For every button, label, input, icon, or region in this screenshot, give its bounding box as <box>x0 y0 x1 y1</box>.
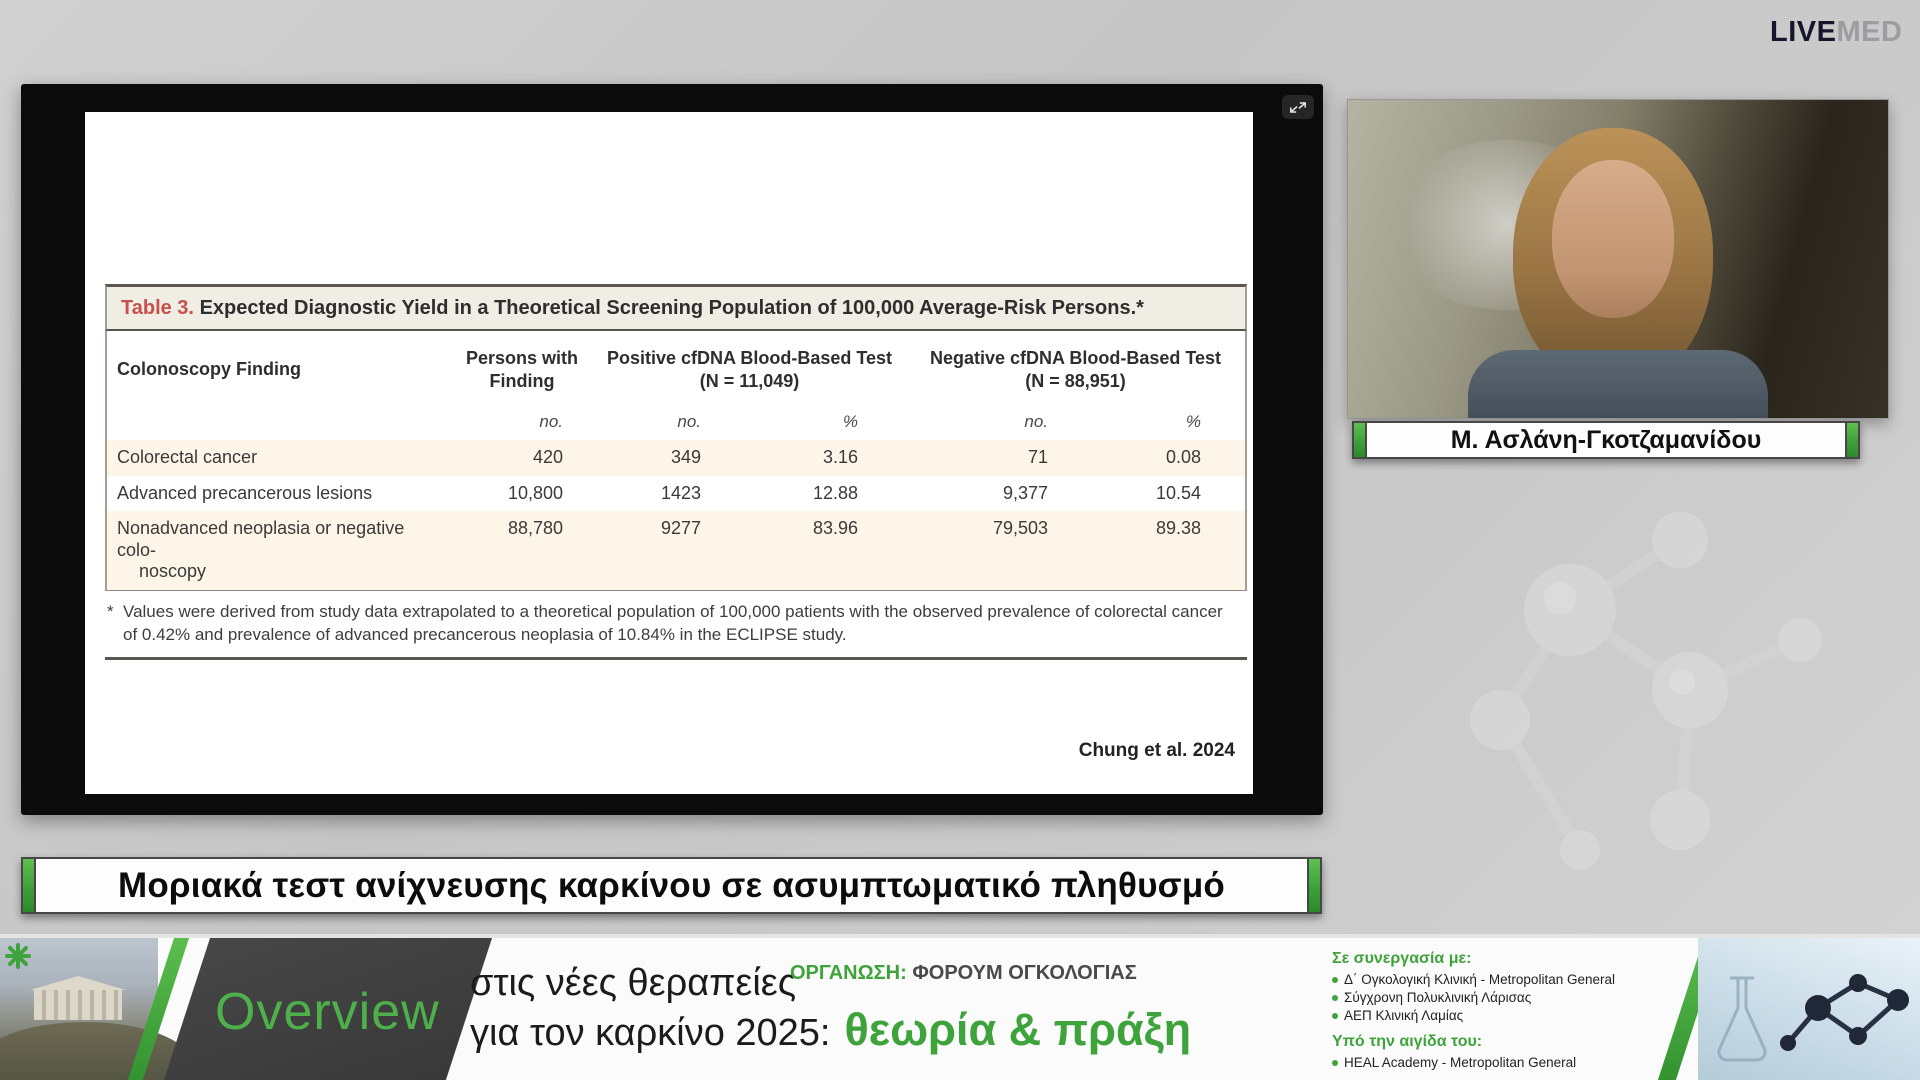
banner-green-cap <box>23 859 36 912</box>
event-title-accent: θεωρία & πράξη <box>844 1004 1192 1055</box>
organizer-line <box>790 962 1137 985</box>
bullet-icon <box>1332 995 1338 1001</box>
table-units-row: no. no. % no. % <box>539 412 1201 431</box>
speaker-name-banner <box>1352 421 1860 459</box>
lecture-title: Μοριακά τεστ ανίχνευσης καρκίνου σε ασυμπτωματικό πληθυσμό <box>36 859 1307 912</box>
table-title-text: Expected Diagnostic Yield in a Theoretical Screening Population of 100,000 Average-Risk Persons.* <box>199 297 1144 319</box>
acropolis-hill <box>0 1022 190 1080</box>
list-item: Σύγχρονη Πολυκλινική Λάρισας <box>1332 989 1692 1007</box>
table-footnote: * Values were derived from study data extrapolated to a theoretical population of 100,000 patients with the observed prevalence of colorectal cancer of 0.42% and prevalence of advanced precancerous neoplasia of 10.84% in the ECLIPSE study. <box>105 593 1247 660</box>
slide-content-area <box>85 112 1253 794</box>
temple-columns <box>34 990 122 1020</box>
nejm-table <box>105 284 1247 660</box>
molecule-icon <box>1698 938 1920 1080</box>
molecule-watermark <box>1380 430 1920 950</box>
collaboration-column <box>1332 950 1692 1072</box>
event-title-line2: για τον καρκίνο 2025: θεωρία & πράξη <box>470 1004 1192 1055</box>
organizer-label: ΟΡΓΑΝΩΣΗ: <box>790 962 907 984</box>
shared-slide-panel <box>21 84 1323 815</box>
bullet-icon <box>1332 1013 1338 1019</box>
banner-green-cap <box>1307 859 1320 912</box>
table-row: Advanced precancerous lesions 10,800 1423 12.88 9,377 10.54 <box>117 482 1201 503</box>
speaker-torso <box>1468 350 1768 419</box>
col-header-negative-test: Negative cfDNA Blood-Based Test (N = 88,951) <box>929 348 1222 391</box>
overview-label: Overview <box>214 983 440 1041</box>
table-row: Colorectal cancer 420 349 3.16 71 0.08 <box>107 440 1245 476</box>
fullscreen-toggle-button[interactable] <box>1282 95 1314 119</box>
lecture-title-banner <box>21 857 1322 914</box>
event-title-line1: στις νέες θεραπείες <box>470 962 797 1004</box>
speaker-video[interactable] <box>1347 99 1889 419</box>
col-header-persons: Persons with Finding <box>465 348 579 391</box>
science-photo <box>1698 938 1920 1080</box>
fullscreen-toggle-icon <box>1289 101 1307 114</box>
banner-green-cap <box>1845 423 1858 457</box>
table-number-label: Table 3. <box>121 297 194 319</box>
aegis-label: Υπό την αιγίδα του: <box>1332 1033 1483 1050</box>
bullet-icon <box>1332 977 1338 983</box>
row-label-two-line: Nonadvanced neoplasia or negative colo- noscopy <box>117 518 405 582</box>
citation: Chung et al. 2024 <box>1078 740 1235 761</box>
partners-label: Σε συνεργασία με: <box>1332 950 1472 967</box>
event-footer <box>0 934 1920 1080</box>
star-icon <box>5 943 31 969</box>
temple-pediment <box>30 976 126 990</box>
col-header-finding: Colonoscopy Finding <box>117 359 301 380</box>
livemed-logo-med: MED <box>1836 16 1903 48</box>
banner-green-cap <box>1354 423 1367 457</box>
organizer-value: ΦΟΡΟΥΜ ΟΓΚΟΛΟΓΙΑΣ <box>912 962 1137 984</box>
livemed-logo-live: LIVE <box>1770 16 1837 48</box>
bullet-icon <box>1332 1060 1338 1066</box>
table-header-row <box>107 331 1245 396</box>
livemed-logo <box>1770 16 1902 49</box>
overview-banner <box>160 934 494 1080</box>
table-row: Nonadvanced neoplasia or negative colo- noscopy 88,780 9277 83.96 79,503 89.38 <box>107 511 1245 590</box>
table-body <box>105 331 1247 591</box>
list-item: HEAL Academy - Metropolitan General <box>1332 1054 1692 1072</box>
table-title-bar <box>105 284 1247 331</box>
list-item: ΑΕΠ Κλινική Λαμίας <box>1332 1007 1692 1025</box>
col-header-positive-test: Positive cfDNA Blood-Based Test (N = 11,049) <box>606 348 893 391</box>
list-item: Δ΄ Ογκολογική Κλινική - Metropolitan General <box>1332 971 1692 989</box>
speaker-face <box>1552 160 1674 318</box>
speaker-name: Μ. Ασλάνη-Γκοτζαμανίδου <box>1367 423 1845 457</box>
